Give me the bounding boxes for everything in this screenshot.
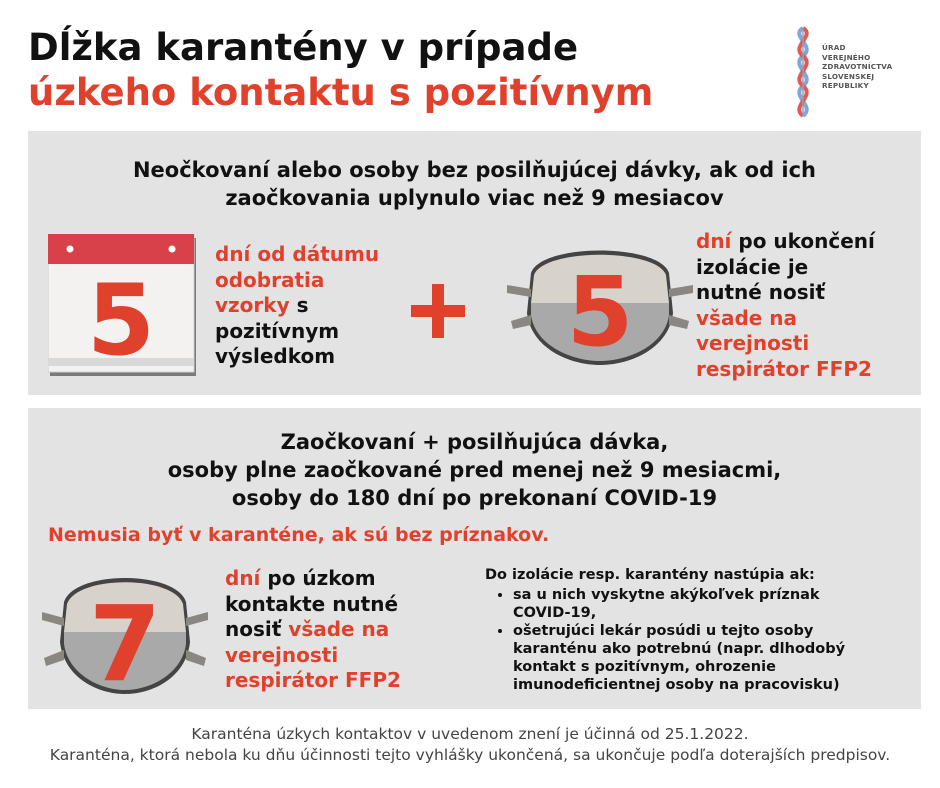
text-black: nosiť [225, 617, 282, 641]
mask-number: 5 [566, 256, 634, 368]
logo-text [822, 43, 892, 91]
text-black: po ukončení [731, 229, 875, 253]
heading-line: Neočkovaní alebo osoby bez posilňujúcej dávky, ak od ich [132, 158, 817, 182]
logo-line: REPUBLIKY [822, 81, 869, 91]
isolation-list [485, 586, 905, 694]
list-line: COVID-19, [513, 605, 597, 621]
text-line: verejnosti [696, 331, 810, 355]
text-line: verejnosti [225, 642, 339, 667]
logo-line: ZDRAVOTNÍCTVA [822, 62, 893, 72]
text-line: izolácie je [696, 254, 809, 279]
plus-icon [411, 284, 465, 338]
vaccinated-panel [28, 408, 921, 709]
text-line: respirátor FFP2 [696, 356, 872, 381]
text-line: nutné nosiť [696, 280, 826, 304]
vaccinated-heading [28, 428, 921, 512]
respirator-mask-icon [501, 233, 699, 369]
list-line: • ošetrujúci lekár posúdi u tejto osoby [513, 623, 814, 639]
text-line [225, 617, 401, 643]
footer-note [0, 724, 940, 766]
list-line: kontakt s pozitívnym, ohrozenie [513, 659, 776, 675]
text-line: všade na [696, 305, 798, 330]
urad-logo [786, 26, 916, 118]
text-line [225, 566, 401, 592]
text-line [696, 229, 875, 255]
isolation-conditions [485, 566, 905, 694]
text-black: po úzkom [260, 566, 376, 590]
list-item [513, 622, 905, 694]
list-line: imunodeficientnej osoby na pracovisku) [513, 677, 840, 693]
logo-line: SLOVENSKEJ [822, 71, 875, 81]
heading-line: osoby do 180 dní po prekonaní COVID-19 [231, 486, 718, 510]
text-red: dní [225, 566, 261, 590]
calendar-icon [48, 234, 198, 377]
isolation-heading: Do izolácie resp. karantény nastúpia ak: [485, 567, 815, 583]
text-line: výsledkom [215, 344, 336, 368]
list-line: • sa u nich vyskytne akýkoľvek príznak [513, 587, 820, 603]
heading-line: Zaočkovaní + posilňujúca dávka, [280, 430, 669, 454]
logo-line: VEREJNÉHO [822, 52, 871, 62]
text-line: odobratia [215, 267, 325, 292]
footer-line: Karanténa, ktorá nebola ku dňu účinnosti tejto vyhlášky ukončená, sa ukončuje podľa doterajších predpisov. [49, 746, 891, 764]
text-line: respirátor FFP2 [225, 668, 401, 692]
no-quarantine-notice: Nemusia byť v karanténe, ak sú bez príznakov. [48, 524, 550, 546]
text-line [215, 293, 379, 319]
list-item [513, 586, 905, 622]
unvaccinated-panel [28, 131, 921, 395]
page-title-line1: Dĺžka karantény v prípade [28, 26, 579, 69]
mask-description [225, 566, 401, 694]
heading-line: osoby plne zaočkované pred menej než 9 mesiacmi, [167, 458, 782, 482]
calendar-description [215, 242, 379, 370]
text-line: pozitívnym [215, 318, 340, 343]
text-line: dní od dátumu [215, 242, 380, 266]
caduceus-icon [786, 26, 820, 118]
footer-line: Karanténa úzkych kontaktov v uvedenom znení je účinná od 25.1.2022. [191, 725, 749, 743]
list-line: karanténu ako potrebnú (napr. dlhodobý [513, 641, 846, 657]
logo-line: ÚRAD [822, 43, 846, 52]
mask-description [696, 229, 875, 382]
text-line: kontakte nutné [225, 591, 399, 616]
text-red: vzorky [215, 293, 290, 317]
calendar-number: 5 [86, 264, 156, 377]
heading-line: zaočkovania uplynulo viac než 9 mesiacov [225, 186, 724, 210]
respirator-mask-icon [40, 562, 210, 698]
text-black: s [289, 293, 309, 317]
text-red: dní [696, 229, 732, 253]
unvaccinated-heading [28, 156, 921, 212]
page-title-line2: úzkeho kontaktu s pozitívnym [28, 71, 654, 114]
mask-number: 7 [88, 583, 162, 698]
text-red: všade na [281, 617, 390, 641]
